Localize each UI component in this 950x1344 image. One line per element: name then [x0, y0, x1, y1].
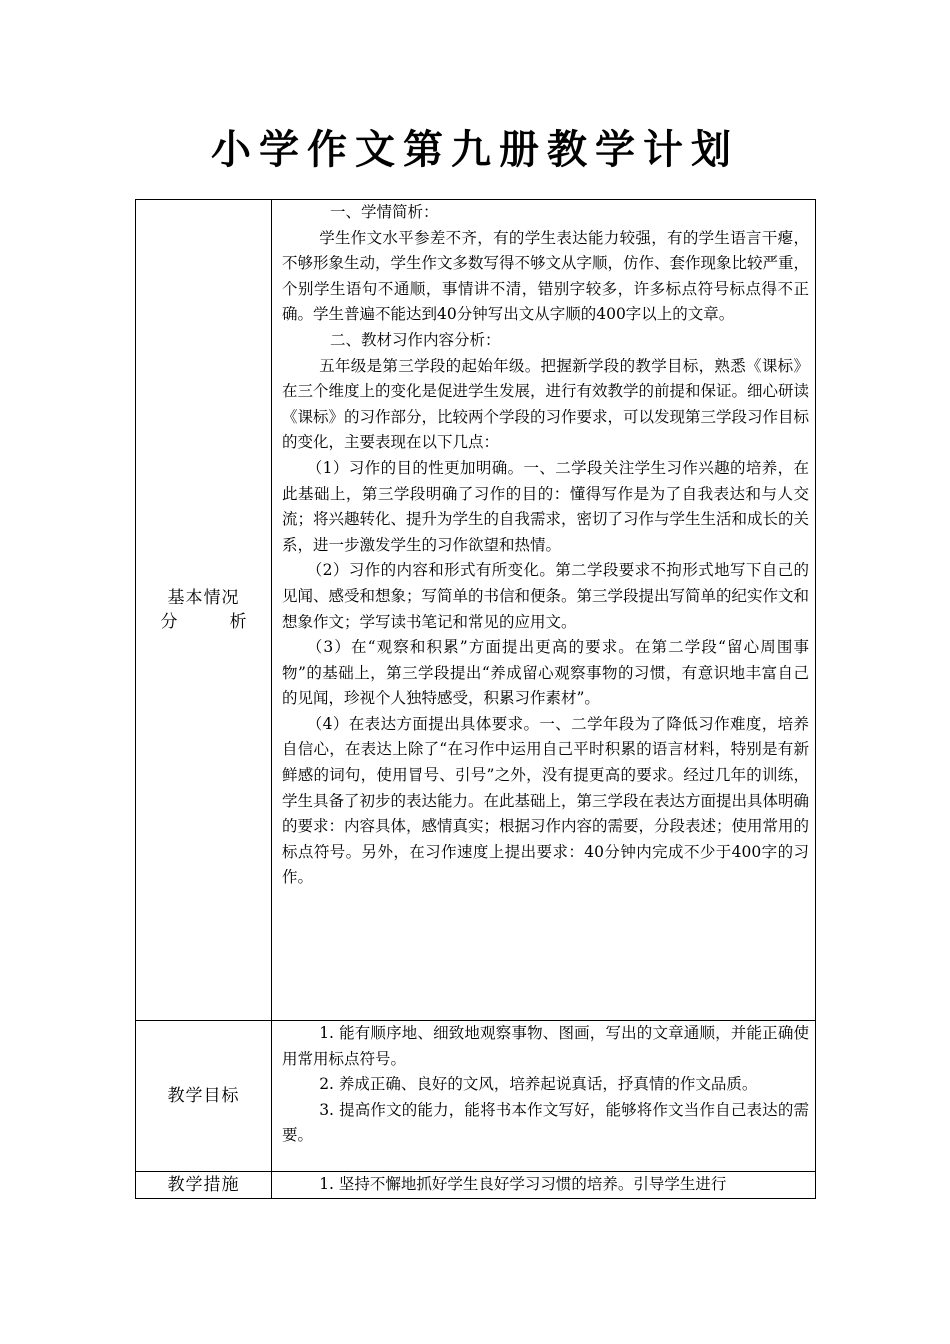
table-row-teaching-measures: [136, 1172, 816, 1199]
teaching-goals-content: [272, 1021, 816, 1172]
paragraph-point-2: （2）习作的内容和形式有所变化。第二学段要求不拘形式地写下自己的见闻、感受和想象；写简单的书信和便条。第三学段提出写简单的纪实作文和想象作文；学写读书笔记和常见的应用文。: [282, 561, 810, 631]
teaching-goals-label-cell: [136, 1021, 272, 1172]
paragraph-point-3: （3）在“观察和积累”方面提出更高的要求。在第二学段“留心周围事物”的基础上，第三学段提出“养成留心观察事物的习惯，有意识地丰富自己的见闻，珍视个人独特感受，积累习作素材”。: [282, 638, 809, 708]
basic-analysis-label-line1: 基本情况: [167, 588, 240, 608]
teaching-measures-label-cell: [136, 1172, 272, 1199]
measure-item-1: 1. 坚持不懈地抓好学生良好学习习惯的培养。引导学生进行: [319, 1175, 727, 1193]
teaching-measures-content: [272, 1172, 816, 1199]
goal-item-1: 1. 能有顺序地、细致地观察事物、图画，写出的文章通顺，并能正确使用常用标点符号。: [282, 1024, 809, 1068]
basic-analysis-label-line2: 分 析: [160, 612, 247, 632]
goal-item-2: 2. 养成正确、良好的文风，培养起说真话，抒真情的作文品质。: [319, 1075, 758, 1094]
basic-analysis-label-cell: [136, 200, 272, 1021]
table-row-basic-analysis: [136, 200, 816, 1021]
table-row-teaching-goals: [136, 1021, 816, 1172]
teaching-measures-label: 教学措施: [167, 1175, 240, 1195]
plan-table: [135, 199, 816, 1199]
page-title: 小学作文第九册教学计划: [211, 127, 739, 173]
teaching-goals-label: 教学目标: [167, 1086, 240, 1106]
paragraph-point-1: （1）习作的目的性更加明确。一、二学段关注学生习作兴趣的培养，在此基础上，第三学段明确了习作的目的：懂得写作是为了自我表达和与人交流；将兴趣转化、提升为学生的自我需求，密切了习作与学生生活和成长的关系，进一步激发学生的习作欲望和热情。: [282, 458, 810, 554]
section-heading-textbook-analysis: 二、教材习作内容分析：: [330, 330, 501, 349]
paragraph-student-analysis: 学生作文水平参差不齐，有的学生表达能力较强，有的学生语言干瘪，不够形象生动，学生作文多数写得不够文从字顺，仿作、套作现象比较严重，个别学生语句不通顺，事情讲不清，错别字较多，许多标点符号标点得不正确。学生普遍不能达到40分钟写出文从字顺的400字以上的文章。: [282, 228, 810, 324]
paragraph-textbook-analysis: 五年级是第三学段的起始年级。把握新学段的教学目标，熟悉《课标》在三个维度上的变化是促进学生发展，进行有效教学的前提和保证。细心研读《课标》的习作部分，比较两个学段的习作要求，可以发现第三学段习作目标的变化，主要表现在以下几点：: [282, 356, 810, 452]
basic-analysis-content: [272, 200, 816, 1021]
paragraph-point-4: （4）在表达方面提出具体要求。一、二学年段为了降低习作难度，培养自信心，在表达上除了“在习作中运用自己平时积累的语言材料，特别是有新鲜感的词句，使用冒号、引号”之外，没有提更高的要求。经过几年的训练，学生具备了初步的表达能力。在此基础上，第三学段在表达方面提出具体明确的要求：内容具体，感情真实；根据习作内容的需要，分段表述；使用常用的标点符号。另外，在习作速度上提出要求：40分钟内完成不少于400字的习作。: [282, 714, 810, 887]
section-heading-student-analysis: 一、学情简析：: [330, 203, 439, 221]
goal-item-3: 3. 提高作文的能力，能将书本作文写好，能够将作文当作自己表达的需要。: [282, 1100, 809, 1145]
